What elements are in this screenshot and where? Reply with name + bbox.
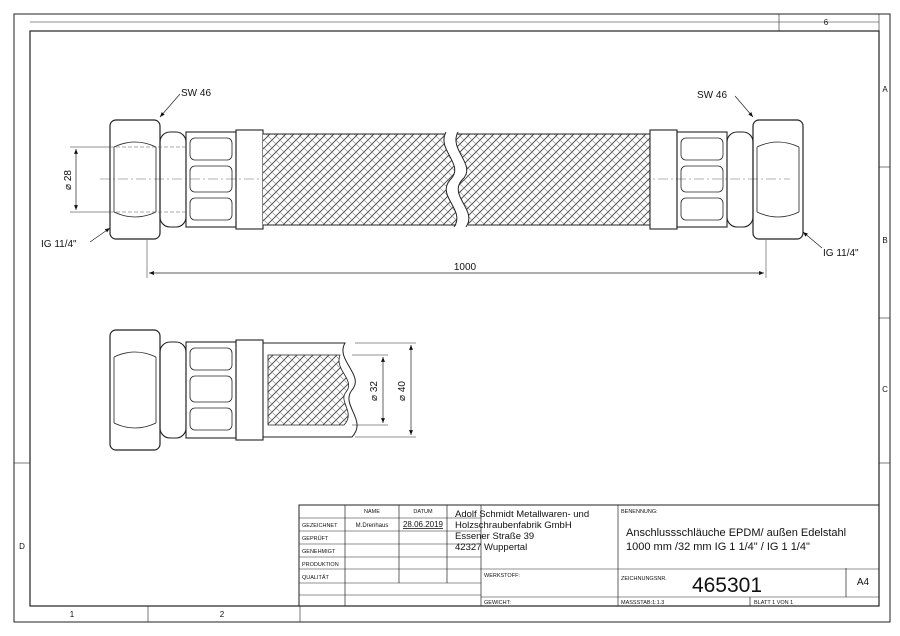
- annotation-sw-right: [697, 90, 753, 117]
- annotation-sw-left: [160, 88, 211, 117]
- row-label-approved: GENEHMIGT: [302, 549, 336, 555]
- dimension-length: [147, 240, 766, 278]
- title-line-1: Anschlussschläuche EPDM/ außen Edelstahl: [626, 527, 847, 539]
- svg-text:⌀ 28: ⌀ 28: [63, 170, 74, 190]
- svg-text:IG 11/4": IG 11/4": [823, 248, 859, 259]
- dimension-thread-diameter: [63, 147, 110, 212]
- drawn-date: 28.06.2019: [402, 520, 444, 529]
- svg-text:SW 46: SW 46: [181, 88, 212, 99]
- title-block: [299, 505, 879, 606]
- label-title: BENENNUNG:: [621, 509, 658, 515]
- drawn-by-name: M.Drenhaus: [355, 523, 389, 529]
- row-label-quality: QUALITÄT: [302, 575, 329, 581]
- zone-letter-a: A: [882, 85, 888, 94]
- zone-letter-d: D: [19, 542, 25, 551]
- svg-text:SW 46: SW 46: [697, 90, 728, 101]
- label-drawing-number: ZEICHNUNGSNR.: [621, 576, 667, 582]
- svg-text:⌀ 32: ⌀ 32: [369, 381, 380, 401]
- company-line-1: Adolf Schmidt Metallwaren- und: [455, 509, 590, 520]
- sheet-size: A4: [856, 577, 870, 588]
- right-ferrule: [677, 132, 727, 227]
- svg-text:⌀ 40: ⌀ 40: [397, 381, 408, 401]
- zone-number-1: 1: [69, 610, 75, 619]
- dimension-outer-diameter: [355, 343, 416, 437]
- left-ferrule: [186, 132, 236, 227]
- zone-letter-b: B: [882, 236, 888, 245]
- dimension-inner-diameter: [352, 355, 388, 425]
- annotation-thread-right: [803, 232, 859, 259]
- col-date-header: DATUM: [413, 509, 433, 515]
- zone-letter-c: C: [882, 385, 888, 394]
- row-label-checked: GEPRÜFT: [302, 536, 329, 542]
- right-hex-nut: [753, 120, 803, 239]
- braided-hose: [263, 130, 650, 230]
- hose-detail-view: [110, 330, 357, 450]
- hose-assembly-view: [100, 120, 803, 239]
- svg-text:IG 11/4": IG 11/4": [41, 239, 77, 250]
- annotation-thread-left: [41, 228, 110, 250]
- company-line-2: Holzschraubenfabrik GmbH: [455, 520, 572, 531]
- title-line-2: 1000 mm /32 mm IG 1 1/4" / IG 1 1/4": [626, 541, 810, 553]
- sheet-count: BLATT 1 VON 1: [754, 600, 794, 606]
- svg-text:1000: 1000: [453, 262, 477, 273]
- company-line-3: Essener Straße 39: [455, 531, 535, 542]
- label-weight: GEWICHT:: [484, 600, 511, 606]
- label-material: WERKSTOFF:: [484, 573, 520, 579]
- row-label-drawn: GEZEICHNET: [302, 523, 338, 529]
- company-line-4: 42327 Wuppertal: [455, 542, 528, 553]
- zone-number-6: 6: [823, 18, 829, 27]
- drawing-number: 465301: [691, 574, 763, 597]
- scale: MASSSTAB:1:1.3: [621, 600, 665, 606]
- col-name-header: NAME: [364, 509, 380, 515]
- left-hex-nut: [110, 120, 160, 239]
- zone-number-2: 2: [219, 610, 225, 619]
- row-label-production: PRODUKTION: [302, 562, 339, 568]
